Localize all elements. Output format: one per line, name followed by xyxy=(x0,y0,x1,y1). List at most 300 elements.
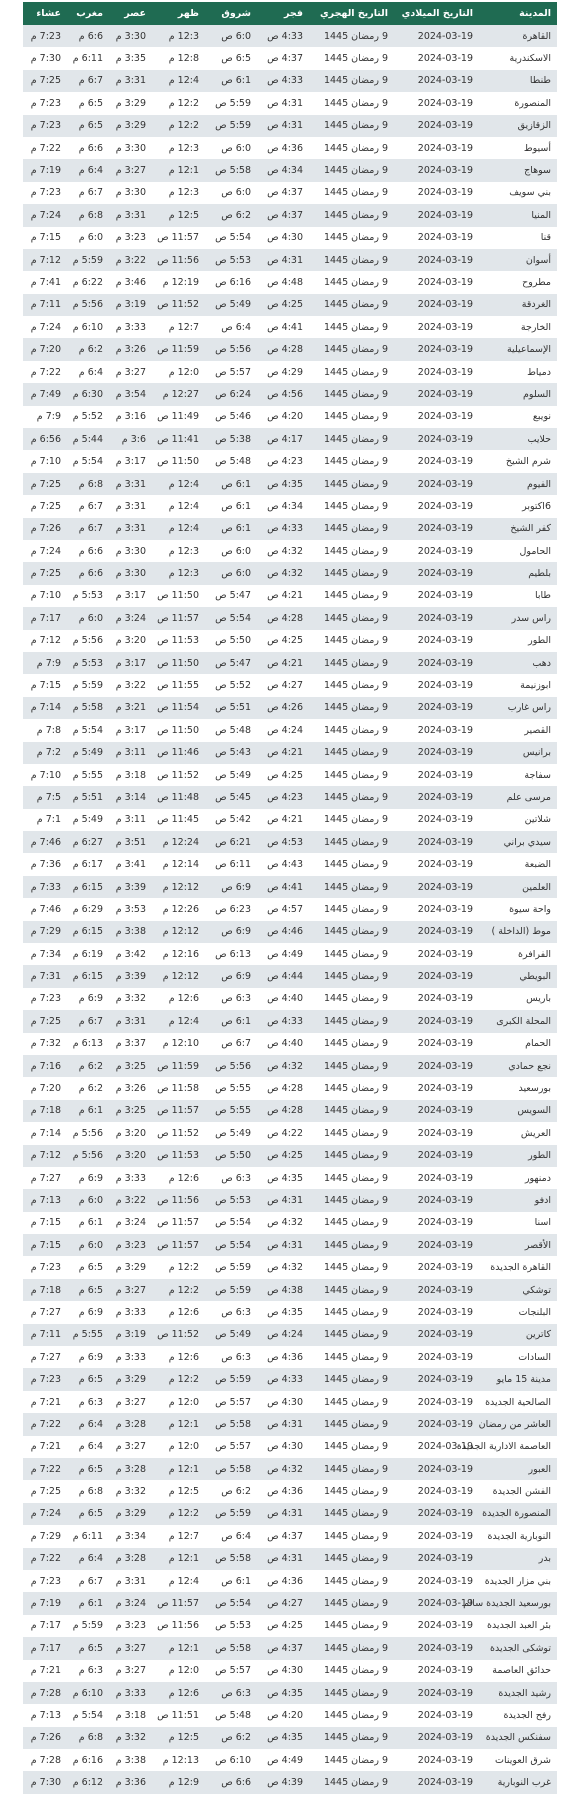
cell-gregorian-date: 2024-03-19 xyxy=(417,590,473,602)
cell-city: رفح الجديدة xyxy=(503,1709,551,1721)
cell-isha: 7:10 م xyxy=(30,769,61,781)
cell-city: السلوم xyxy=(523,388,551,400)
cell-asr: 3:17 م xyxy=(115,657,146,669)
cell-city: الحمام xyxy=(525,1038,551,1050)
cell-isha: 7:24 م xyxy=(30,321,61,333)
cell-sunrise: 6:0 ص xyxy=(221,142,251,154)
cell-fajr: 4:26 ص xyxy=(267,702,303,714)
cell-maghrib: 6:9 م xyxy=(78,1172,103,1184)
table-row xyxy=(23,1727,557,1749)
table-row xyxy=(23,809,557,831)
cell-hijri-date: 9 رمضان 1445 xyxy=(323,75,388,87)
cell-fajr: 4:36 ص xyxy=(267,1575,303,1587)
cell-fajr: 4:40 ص xyxy=(267,1038,303,1050)
cell-maghrib: 6:8 م xyxy=(78,1732,103,1744)
cell-fajr: 4:30 ص xyxy=(267,1441,303,1453)
cell-hijri-date: 9 رمضان 1445 xyxy=(323,321,388,333)
cell-sunrise: 5:49 ص xyxy=(215,1329,251,1341)
cell-dhuhr: 12:2 م xyxy=(168,97,199,109)
table-row xyxy=(23,1324,557,1346)
cell-hijri-date: 9 رمضان 1445 xyxy=(323,120,388,132)
cell-sunrise: 5:38 ص xyxy=(215,433,251,445)
table-row xyxy=(23,1525,557,1547)
table-row xyxy=(23,1189,557,1211)
cell-fajr: 4:56 ص xyxy=(267,388,303,400)
cell-sunrise: 5:47 ص xyxy=(215,590,251,602)
table-row xyxy=(23,137,557,159)
cell-asr: 3:27 م xyxy=(115,1441,146,1453)
cell-gregorian-date: 2024-03-19 xyxy=(417,1217,473,1229)
cell-maghrib: 6:7 م xyxy=(78,523,103,535)
cell-city: العلمين xyxy=(522,881,551,893)
cell-dhuhr: 12:12 م xyxy=(162,971,199,983)
cell-dhuhr: 12:2 م xyxy=(168,120,199,132)
cell-maghrib: 6:2 م xyxy=(78,344,103,356)
cell-sunrise: 6:0 ص xyxy=(221,568,251,580)
cell-hijri-date: 9 رمضان 1445 xyxy=(323,1530,388,1542)
cell-hijri-date: 9 رمضان 1445 xyxy=(323,254,388,266)
cell-maghrib: 6:0 م xyxy=(78,232,103,244)
cell-dhuhr: 12:2 م xyxy=(168,1284,199,1296)
cell-maghrib: 5:54 م xyxy=(72,1709,103,1721)
cell-isha: 7:9 م xyxy=(36,657,61,669)
cell-isha: 7:36 م xyxy=(30,859,61,871)
cell-maghrib: 5:59 م xyxy=(72,680,103,692)
cell-asr: 3:23 م xyxy=(115,232,146,244)
cell-gregorian-date: 2024-03-19 xyxy=(417,1620,473,1632)
cell-gregorian-date: 2024-03-19 xyxy=(417,1127,473,1139)
cell-isha: 7:25 م xyxy=(30,478,61,490)
cell-city: توشكي xyxy=(522,1284,551,1296)
cell-maghrib: 6:27 م xyxy=(72,836,103,848)
table-row xyxy=(23,406,557,428)
cell-city: أسيوط xyxy=(523,142,551,154)
cell-asr: 3:32 م xyxy=(115,1486,146,1498)
cell-fajr: 4:30 ص xyxy=(267,232,303,244)
cell-isha: 7:46 م xyxy=(30,836,61,848)
cell-sunrise: 6:0 ص xyxy=(221,30,251,42)
cell-dhuhr: 12:1 م xyxy=(168,1463,199,1475)
cell-fajr: 4:28 ص xyxy=(267,1083,303,1095)
cell-gregorian-date: 2024-03-19 xyxy=(417,1486,473,1498)
cell-gregorian-date: 2024-03-19 xyxy=(417,1083,473,1095)
cell-asr: 3:19 م xyxy=(115,1329,146,1341)
cell-sunrise: 6:9 ص xyxy=(221,881,251,893)
cell-fajr: 4:25 ص xyxy=(267,1150,303,1162)
cell-dhuhr: 12:0 م xyxy=(168,1396,199,1408)
table-row xyxy=(23,450,557,472)
cell-gregorian-date: 2024-03-19 xyxy=(417,1195,473,1206)
cell-gregorian-date: 2024-03-19 xyxy=(417,209,473,221)
cell-maghrib: 6:15 م xyxy=(72,926,103,938)
table-row xyxy=(23,1256,557,1278)
cell-sunrise: 6:2 ص xyxy=(221,209,251,221)
cell-sunrise: 6:10 ص xyxy=(215,1754,251,1766)
cell-asr: 3:25 م xyxy=(115,1060,146,1072)
cell-maghrib: 6:5 م xyxy=(78,1508,103,1520)
cell-fajr: 4:31 ص xyxy=(267,1195,303,1206)
cell-maghrib: 6:3 م xyxy=(78,1665,103,1677)
cell-fajr: 4:21 ص xyxy=(267,747,303,759)
cell-hijri-date: 9 رمضان 1445 xyxy=(323,1150,388,1162)
cell-dhuhr: 12:6 م xyxy=(168,993,199,1005)
cell-hijri-date: 9 رمضان 1445 xyxy=(323,1418,388,1430)
cell-maghrib: 6:8 م xyxy=(78,209,103,221)
cell-sunrise: 5:57 ص xyxy=(215,1396,251,1408)
cell-asr: 3:31 م xyxy=(115,1575,146,1587)
table-row xyxy=(23,271,557,293)
cell-gregorian-date: 2024-03-19 xyxy=(417,75,473,87)
cell-maghrib: 6:11 م xyxy=(72,1530,103,1542)
cell-gregorian-date: 2024-03-19 xyxy=(417,53,473,65)
cell-gregorian-date: 2024-03-19 xyxy=(417,456,473,468)
cell-dhuhr: 12:9 م xyxy=(168,1777,199,1789)
cell-gregorian-date: 2024-03-19 xyxy=(417,971,473,983)
cell-isha: 7:23 م xyxy=(30,30,61,42)
table-row xyxy=(23,898,557,920)
cell-hijri-date: 9 رمضان 1445 xyxy=(323,1508,388,1520)
table-row xyxy=(23,47,557,69)
cell-fajr: 4:33 ص xyxy=(267,1015,303,1027)
cell-maghrib: 6:3 م xyxy=(78,1396,103,1408)
cell-gregorian-date: 2024-03-19 xyxy=(417,321,473,333)
cell-hijri-date: 9 رمضان 1445 xyxy=(323,1374,388,1386)
cell-gregorian-date: 2024-03-19 xyxy=(417,120,473,132)
table-row xyxy=(23,853,557,875)
cell-sunrise: 5:54 ص xyxy=(215,1217,251,1229)
cell-isha: 7:26 م xyxy=(30,523,61,535)
cell-asr: 3:42 م xyxy=(115,948,146,960)
prayer-times-table xyxy=(23,2,557,1794)
cell-sunrise: 6:3 ص xyxy=(221,1306,251,1318)
cell-dhuhr: 11:46 ص xyxy=(157,747,199,759)
cell-city: الفرافرة xyxy=(518,948,551,960)
cell-asr: 3:29 م xyxy=(115,1262,146,1274)
cell-gregorian-date: 2024-03-19 xyxy=(417,433,473,445)
cell-dhuhr: 11:53 ص xyxy=(157,1150,199,1162)
cell-sunrise: 6:3 ص xyxy=(221,1351,251,1363)
cell-gregorian-date: 2024-03-19 xyxy=(417,1396,473,1408)
cell-city: ابوزنيمة xyxy=(520,680,551,692)
cell-city: الغردقة xyxy=(521,299,551,311)
cell-maghrib: 6:10 م xyxy=(72,1687,103,1699)
cell-sunrise: 6:13 ص xyxy=(215,948,251,960)
cell-fajr: 4:35 ص xyxy=(267,1306,303,1318)
cell-asr: 3:34 م xyxy=(115,1530,146,1542)
cell-isha: 7:29 م xyxy=(30,1530,61,1542)
cell-sunrise: 5:55 ص xyxy=(215,1083,251,1095)
cell-fajr: 4:35 ص xyxy=(267,1732,303,1744)
cell-gregorian-date: 2024-03-19 xyxy=(417,500,473,512)
table-row xyxy=(23,921,557,943)
cell-sunrise: 6:21 ص xyxy=(215,836,251,848)
table-row xyxy=(23,742,557,764)
cell-sunrise: 5:45 ص xyxy=(215,791,251,803)
cell-asr: 3:51 م xyxy=(115,836,146,848)
table-row xyxy=(23,1637,557,1659)
cell-dhuhr: 12:4 م xyxy=(168,478,199,490)
cell-gregorian-date: 2024-03-19 xyxy=(417,165,473,177)
cell-sunrise: 6:7 ص xyxy=(221,1038,251,1050)
cell-asr: 3:32 م xyxy=(115,993,146,1005)
table-row xyxy=(23,204,557,226)
cell-dhuhr: 12:14 م xyxy=(162,859,199,871)
cell-asr: 3:26 م xyxy=(115,1083,146,1095)
cell-gregorian-date: 2024-03-19 xyxy=(417,299,473,311)
cell-gregorian-date: 2024-03-19 xyxy=(417,836,473,848)
cell-asr: 3:6 م xyxy=(121,433,146,445)
cell-fajr: 4:34 ص xyxy=(267,500,303,512)
cell-isha: 7:23 م xyxy=(30,187,61,199)
cell-hijri-date: 9 رمضان 1445 xyxy=(323,433,388,445)
cell-fajr: 4:20 ص xyxy=(267,411,303,423)
cell-isha: 7:24 م xyxy=(30,545,61,557)
cell-fajr: 4:32 ص xyxy=(267,1217,303,1229)
cell-gregorian-date: 2024-03-19 xyxy=(417,993,473,1005)
cell-gregorian-date: 2024-03-19 xyxy=(417,478,473,490)
cell-maghrib: 6:4 م xyxy=(78,1553,103,1565)
cell-sunrise: 6:1 ص xyxy=(221,478,251,490)
cell-dhuhr: 12:6 م xyxy=(168,1351,199,1363)
cell-fajr: 4:20 ص xyxy=(267,1709,303,1721)
cell-asr: 3:30 م xyxy=(115,568,146,580)
cell-city: أسوان xyxy=(525,254,551,266)
cell-asr: 3:33 م xyxy=(115,1351,146,1363)
table-row xyxy=(23,1436,557,1458)
table-row xyxy=(23,1704,557,1726)
cell-dhuhr: 12:5 م xyxy=(168,1732,199,1744)
cell-asr: 3:16 م xyxy=(115,411,146,423)
cell-maghrib: 6:9 م xyxy=(78,1351,103,1363)
cell-maghrib: 6:8 م xyxy=(78,478,103,490)
cell-dhuhr: 12:7 م xyxy=(168,321,199,333)
cell-asr: 3:14 م xyxy=(115,791,146,803)
cell-city: طابا xyxy=(535,590,551,602)
cell-sunrise: 6:1 ص xyxy=(221,1575,251,1587)
cell-sunrise: 5:47 ص xyxy=(215,657,251,669)
cell-city: برانيس xyxy=(522,747,551,759)
cell-fajr: 4:49 ص xyxy=(267,948,303,960)
cell-city: مطروح xyxy=(522,276,551,288)
cell-city: العبور xyxy=(528,1463,551,1475)
cell-fajr: 4:25 ص xyxy=(267,769,303,781)
cell-city: بورسعيد الجديدة سالم xyxy=(463,1598,551,1610)
cell-sunrise: 5:43 ص xyxy=(215,747,251,759)
cell-fajr: 4:27 ص xyxy=(267,1598,303,1610)
cell-hijri-date: 9 رمضان 1445 xyxy=(323,1463,388,1475)
cell-asr: 3:22 م xyxy=(115,254,146,266)
cell-dhuhr: 12:4 م xyxy=(168,1575,199,1587)
cell-dhuhr: 11:49 ص xyxy=(157,411,199,423)
cell-maghrib: 6:2 م xyxy=(78,1060,103,1072)
cell-asr: 3:31 م xyxy=(115,209,146,221)
header-asr: عصر xyxy=(124,8,146,19)
cell-isha: 7:20 م xyxy=(30,344,61,356)
cell-sunrise: 6:0 ص xyxy=(221,187,251,199)
cell-maghrib: 6:4 م xyxy=(78,165,103,177)
cell-sunrise: 6:11 ص xyxy=(215,859,251,871)
cell-asr: 3:27 م xyxy=(115,1284,146,1296)
cell-dhuhr: 11:57 ص xyxy=(157,1598,199,1610)
cell-city: بلطيم xyxy=(528,568,551,580)
cell-maghrib: 5:53 م xyxy=(72,657,103,669)
cell-gregorian-date: 2024-03-19 xyxy=(417,1306,473,1318)
cell-city: شلاتين xyxy=(524,814,551,826)
table-row xyxy=(23,1570,557,1592)
cell-fajr: 4:37 ص xyxy=(267,187,303,199)
cell-asr: 3:31 م xyxy=(115,478,146,490)
cell-city: سفاجة xyxy=(524,769,551,781)
cell-asr: 3:19 م xyxy=(115,299,146,311)
cell-isha: 7:25 م xyxy=(30,1486,61,1498)
table-row xyxy=(23,227,557,249)
cell-isha: 7:15 م xyxy=(30,232,61,244)
cell-fajr: 4:34 ص xyxy=(267,165,303,177)
cell-fajr: 4:36 ص xyxy=(267,1486,303,1498)
table-row xyxy=(23,1145,557,1167)
cell-dhuhr: 11:57 ص xyxy=(157,1105,199,1117)
cell-dhuhr: 12:0 م xyxy=(168,1441,199,1453)
cell-dhuhr: 11:57 ص xyxy=(157,232,199,244)
cell-asr: 3:31 م xyxy=(115,500,146,512)
cell-dhuhr: 11:52 ص xyxy=(157,299,199,311)
cell-dhuhr: 12:6 م xyxy=(168,1306,199,1318)
cell-hijri-date: 9 رمضان 1445 xyxy=(323,881,388,893)
cell-fajr: 4:41 ص xyxy=(267,881,303,893)
cell-dhuhr: 12:6 م xyxy=(168,1172,199,1184)
cell-gregorian-date: 2024-03-19 xyxy=(417,142,473,154)
cell-sunrise: 6:4 ص xyxy=(221,321,251,333)
table-row xyxy=(23,1279,557,1301)
header-maghrib: مغرب xyxy=(76,8,103,19)
cell-isha: 7:5 م xyxy=(36,791,61,803)
cell-city: القصير xyxy=(524,724,551,736)
cell-isha: 7:17 م xyxy=(30,1620,61,1632)
cell-fajr: 4:29 ص xyxy=(267,366,303,378)
table-row xyxy=(23,1592,557,1614)
cell-isha: 7:23 م xyxy=(30,97,61,109)
cell-asr: 3:28 م xyxy=(115,1553,146,1565)
cell-city: الصالحية الجديدة xyxy=(485,1396,551,1408)
cell-dhuhr: 11:52 ص xyxy=(157,769,199,781)
table-row xyxy=(23,1503,557,1525)
cell-isha: 7:13 م xyxy=(30,1709,61,1721)
cell-isha: 7:1 م xyxy=(36,814,61,826)
cell-maghrib: 6:4 م xyxy=(78,366,103,378)
cell-hijri-date: 9 رمضان 1445 xyxy=(323,1598,388,1610)
cell-sunrise: 5:51 ص xyxy=(215,702,251,714)
cell-city: الخارجة xyxy=(520,321,551,333)
cell-isha: 7:24 م xyxy=(30,1508,61,1520)
cell-isha: 7:9 م xyxy=(36,411,61,423)
cell-city: بئر العبد الجديدة xyxy=(486,1620,551,1632)
cell-maghrib: 6:12 م xyxy=(72,1777,103,1789)
cell-fajr: 4:38 ص xyxy=(267,1284,303,1296)
cell-fajr: 4:33 ص xyxy=(267,523,303,535)
cell-sunrise: 5:46 ص xyxy=(215,411,251,423)
cell-isha: 7:15 م xyxy=(30,680,61,692)
cell-city: المنصورة الجديدة xyxy=(482,1508,551,1520)
cell-city: القاهرة الجديدة xyxy=(490,1262,551,1274)
cell-gregorian-date: 2024-03-19 xyxy=(417,1060,473,1072)
cell-city: العاشر من رمضان xyxy=(478,1418,551,1430)
cell-asr: 3:54 م xyxy=(115,388,146,400)
header-gregorian-date: التاريخ الميلادي xyxy=(401,8,473,19)
cell-maghrib: 6:5 م xyxy=(78,1374,103,1386)
cell-sunrise: 5:58 ص xyxy=(215,1463,251,1475)
cell-maghrib: 5:53 م xyxy=(72,590,103,602)
cell-city: ادفو xyxy=(534,1195,551,1206)
table-row xyxy=(23,943,557,965)
table-header xyxy=(23,2,557,25)
cell-hijri-date: 9 رمضان 1445 xyxy=(323,1038,388,1050)
cell-maghrib: 6:7 م xyxy=(78,1575,103,1587)
cell-dhuhr: 11:58 ص xyxy=(157,1083,199,1095)
cell-city: طنطا xyxy=(529,75,551,87)
cell-asr: 3:20 م xyxy=(115,635,146,647)
cell-fajr: 4:22 ص xyxy=(267,1127,303,1139)
cell-gregorian-date: 2024-03-19 xyxy=(417,657,473,669)
table-row xyxy=(23,1615,557,1637)
cell-city: النوبارية الجديدة xyxy=(487,1530,551,1542)
table-row xyxy=(23,249,557,271)
cell-hijri-date: 9 رمضان 1445 xyxy=(323,836,388,848)
cell-city: العريش xyxy=(520,1127,551,1139)
cell-dhuhr: 12:5 م xyxy=(168,1486,199,1498)
table-row xyxy=(23,1749,557,1771)
cell-maghrib: 6:4 م xyxy=(78,1418,103,1430)
cell-hijri-date: 9 رمضان 1445 xyxy=(323,568,388,580)
cell-city: اسنا xyxy=(534,1217,551,1229)
cell-city: السادات xyxy=(518,1351,551,1363)
cell-dhuhr: 11:56 ص xyxy=(157,254,199,266)
cell-maghrib: 5:55 م xyxy=(72,769,103,781)
cell-isha: 7:18 م xyxy=(30,1284,61,1296)
cell-dhuhr: 12:27 م xyxy=(162,388,199,400)
cell-city: الضبعة xyxy=(524,859,551,871)
cell-hijri-date: 9 رمضان 1445 xyxy=(323,545,388,557)
cell-sunrise: 6:9 ص xyxy=(221,926,251,938)
cell-maghrib: 6:5 م xyxy=(78,1284,103,1296)
cell-isha: 7:21 م xyxy=(30,1396,61,1408)
cell-gregorian-date: 2024-03-19 xyxy=(417,948,473,960)
cell-asr: 3:20 م xyxy=(115,1150,146,1162)
cell-isha: 7:22 م xyxy=(30,366,61,378)
cell-isha: 7:29 م xyxy=(30,926,61,938)
cell-isha: 7:25 م xyxy=(30,75,61,87)
cell-gregorian-date: 2024-03-19 xyxy=(417,1530,473,1542)
cell-hijri-date: 9 رمضان 1445 xyxy=(323,1217,388,1229)
cell-maghrib: 5:56 م xyxy=(72,299,103,311)
table-row xyxy=(23,473,557,495)
cell-isha: 7:33 م xyxy=(30,881,61,893)
cell-fajr: 4:24 ص xyxy=(267,1329,303,1341)
cell-maghrib: 6:9 م xyxy=(78,993,103,1005)
cell-gregorian-date: 2024-03-19 xyxy=(417,232,473,244)
cell-city: موط (الداخلة ) xyxy=(491,926,551,938)
cell-hijri-date: 9 رمضان 1445 xyxy=(323,53,388,65)
cell-fajr: 4:37 ص xyxy=(267,53,303,65)
cell-fajr: 4:40 ص xyxy=(267,993,303,1005)
header-row xyxy=(23,2,557,25)
cell-isha: 7:46 م xyxy=(30,903,61,915)
cell-gregorian-date: 2024-03-19 xyxy=(417,1575,473,1587)
cell-isha: 7:12 م xyxy=(30,254,61,266)
cell-asr: 3:27 م xyxy=(115,366,146,378)
cell-gregorian-date: 2024-03-19 xyxy=(417,1038,473,1050)
table-row xyxy=(23,1548,557,1570)
table-row xyxy=(23,1368,557,1390)
